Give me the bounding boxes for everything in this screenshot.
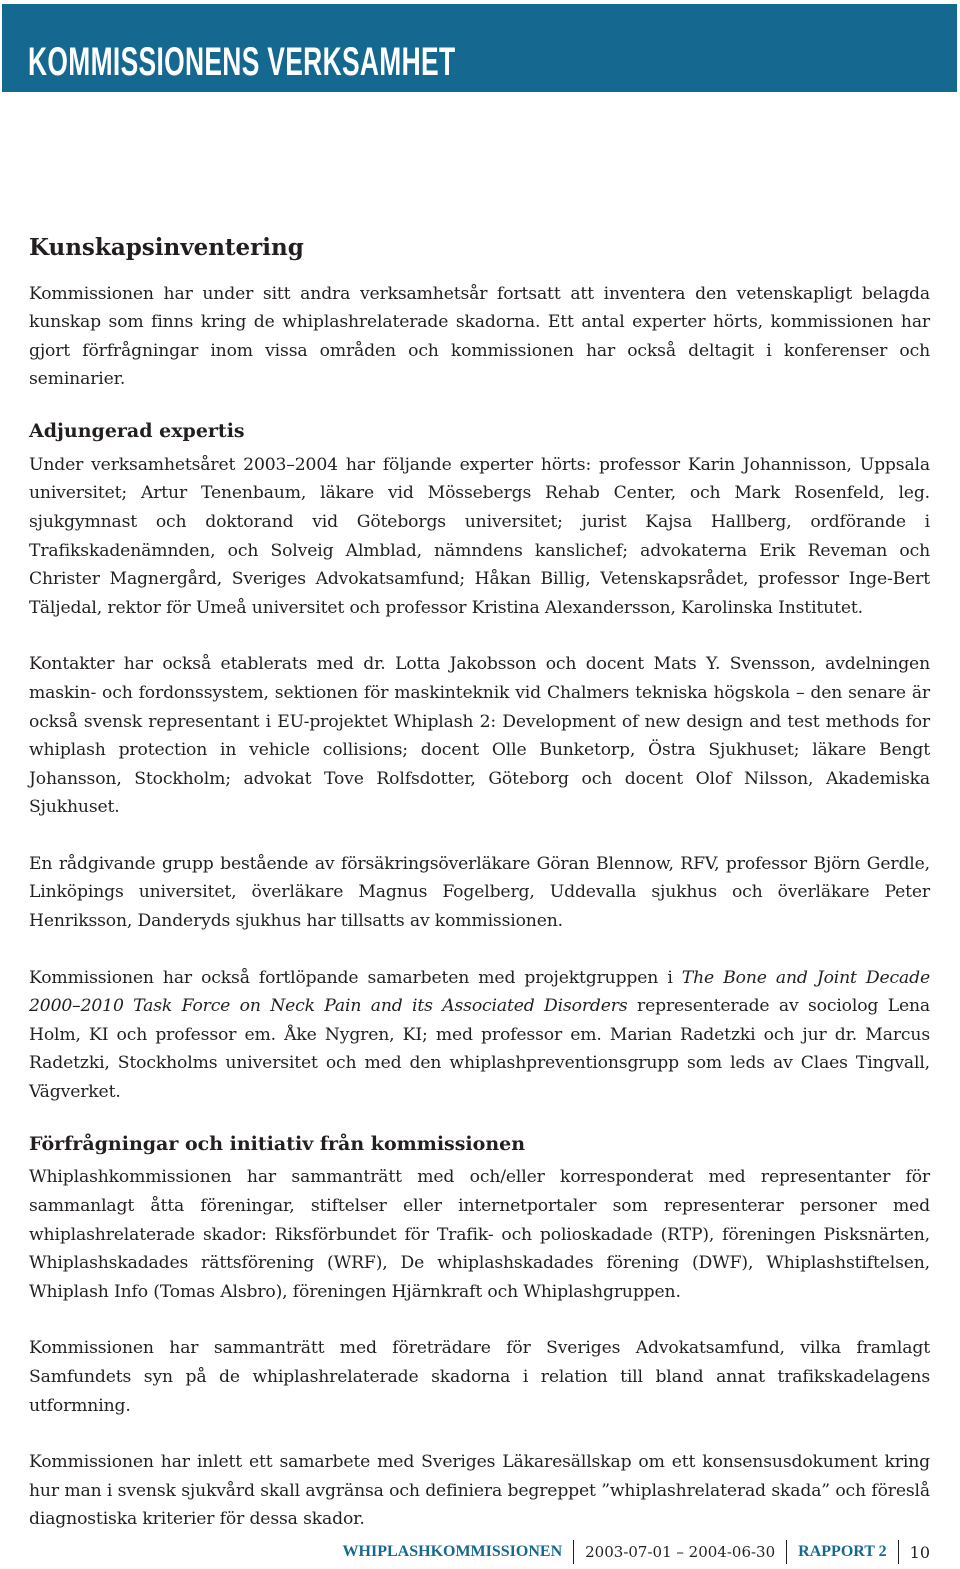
paragraph-text: representerade av sociolog Lena Holm, KI och professor em. Åke Nygren, KI; med professor em. Marian Radetzki och jur dr. Marcus Radetzki, Stockholms universitet och med den whiplashpreventionsgrupp som leds av Claes Tingvall, Vägverket. (29, 996, 931, 1103)
paragraph: Whiplashkommissionen har sammanträtt med och/eller korresponderat med representanter för sammanlagt åtta föreningar, stiftelser eller internetportaler som representerar personer med whiplashrelaterade skador: Riksförbundet för Trafik- och polioskadade (RTP), föreningen Pisksnärten, Whiplashskadades rättsförening (WRF), De whiplashskadades förening (DWF), Whiplashstiftelsen, Whiplash Info (Tomas Alsbro), föreningen Hjärnkraft och Whiplashgruppen. (29, 1167, 930, 1302)
footer-divider (573, 1540, 574, 1564)
section-heading-forfragningar: Förfrågningar och initiativ från kommissionen (29, 1132, 526, 1155)
italic-project-title: The Bone and Joint Decade 2000–2010 Task Force on Neck Pain and its Associated Disorders (29, 967, 930, 1017)
page-number: 10 (909, 1542, 930, 1562)
page-footer (343, 1538, 930, 1566)
header-band (2, 4, 957, 92)
paragraph: Kommissionen har sammanträtt med företrädare för Sveriges Advokatsamfund, vilka framlagt Samfundets syn på de whiplashrelaterade skadorna i relation till bland annat trafikskadelagens utformning. (29, 1338, 930, 1416)
paragraph (29, 964, 930, 1107)
section-adjungerad-expertis (29, 420, 930, 1107)
section-kunskapsinventering (29, 234, 930, 394)
footer-divider (786, 1540, 787, 1564)
footer-divider (898, 1540, 899, 1564)
footer-report-label: RAPPORT 2 (798, 1543, 887, 1560)
section-heading-adjungerad-expertis: Adjungerad expertis (29, 419, 245, 442)
page-title: KOMMISSIONENS VERKSAMHET (28, 40, 456, 84)
paragraph-text: Kommissionen har också fortlöpande samarbeten med projektgruppen i (29, 967, 682, 988)
paragraph: Kontakter har också etablerats med dr. Lotta Jakobsson och docent Mats Y. Svensson, avdelningen maskin- och fordonssystem, sektionen för maskinteknik vid Chalmers tekniska högskola – den senare är också svensk representant i EU-projektet Whiplash 2: Development of new design and test methods for whiplash protection in vehicle collisions; docent Olle Bunketorp, Östra Sjukhuset; läkare Bengt Johansson, Stockholm; advokat Tove Rolfsdotter, Göteborg och docent Olof Nilsson, Akademiska Sjukhuset. (29, 654, 930, 818)
footer-date-range: 2003-07-01 – 2004-06-30 (585, 1543, 776, 1561)
page-content (29, 234, 930, 1534)
paragraph: Under verksamhetsåret 2003–2004 har följande experter hörts: professor Karin Johannisson, Uppsala universitet; Artur Tenenbaum, läkare vid Mössebergs Rehab Center, och Mark Rosenfeld, leg. sjukgymnast och doktorand vid Göteborgs universitet; jurist Kajsa Hallberg, ordförande i Trafikskadenämnden, och Solveig Almblad, nämndens kanslichef; advokaterna Erik Reveman och Christer Magnergård, Sveriges Advokatsamfund; Håkan Billig, Vetenskapsrådet, professor Inge-Bert Täljedal, rektor för Umeå universitet och professor Kristina Alexandersson, Karolinska Institutet. (29, 454, 930, 618)
section-heading-kunskapsinventering: Kunskapsinventering (29, 234, 304, 261)
paragraph: Kommissionen har under sitt andra verksamhetsår fortsatt att inventera den vetenskapligt belagda kunskap som finns kring de whiplashrelaterade skadorna. Ett antal experter hörts, kommissionen har gjort förfrågningar inom vissa områden och kommissionen har också deltagit i konferenser och seminarier. (29, 283, 930, 390)
footer-organization: WHIPLASHKOMMISSIONEN (342, 1543, 563, 1560)
paragraph: En rådgivande grupp bestående av försäkringsöverläkare Göran Blennow, RFV, professor Björn Gerdle, Linköpings universitet, överläkare Magnus Fogelberg, Uddevalla sjukhus och överläkare Peter Henriksson, Danderyds sjukhus har tillsatts av kommissionen. (29, 853, 930, 932)
section-forfragningar (29, 1133, 930, 1534)
paragraph: Kommissionen har inlett ett samarbete med Sveriges Läkaresällskap om ett konsensusdokument kring hur man i svensk sjukvård skall avgränsa och definiera begreppet ”whiplashrelaterad skada” och föreslå diagnostiska kriterier för dessa skador. (29, 1452, 930, 1530)
